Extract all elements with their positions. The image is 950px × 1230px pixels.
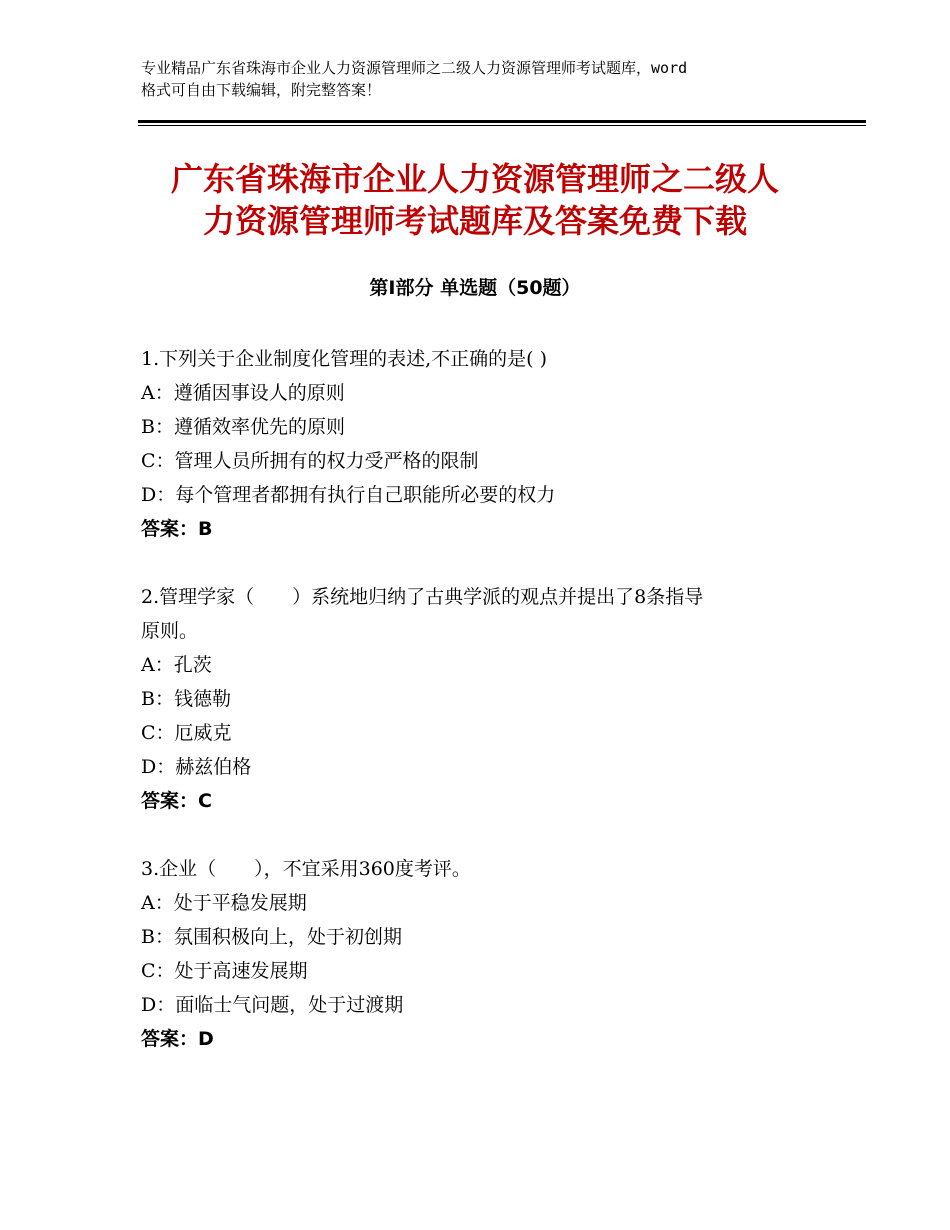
header-note-line-2: 格式可自由下载编辑，附完整答案！	[141, 81, 382, 99]
option-a: A：处于平稳发展期	[141, 892, 307, 914]
section-title: 第Ⅰ部分 单选题（50题）	[369, 277, 581, 299]
question-stem: 3.企业（ ），不宜采用360度考评。	[141, 858, 471, 880]
document-title-line-1: 广东省珠海市企业人力资源管理师之二级人	[170, 160, 779, 198]
question-3	[141, 852, 841, 1056]
option-c: C：处于高速发展期	[141, 960, 308, 982]
document-title	[120, 158, 830, 242]
question-list	[141, 342, 841, 1090]
answer: 答案：C	[141, 790, 212, 812]
question-2	[141, 580, 841, 818]
question-stem-line-1: 2.管理学家（ ）系统地归纳了古典学派的观点并提出了8条指导	[141, 586, 704, 608]
option-a: A：遵循因事设人的原则	[141, 382, 345, 404]
header-note	[141, 57, 831, 101]
option-d: D：面临士气问题，处于过渡期	[141, 994, 404, 1016]
option-b: B：氛围积极向上，处于初创期	[141, 926, 402, 948]
option-d: D：赫兹伯格	[141, 756, 252, 778]
header-rule-thin	[138, 125, 866, 126]
option-c: C：厄威克	[141, 722, 232, 744]
option-b: B：遵循效率优先的原则	[141, 416, 345, 438]
header-note-line-1: 专业精品广东省珠海市企业人力资源管理师之二级人力资源管理师考试题库，word	[141, 59, 688, 77]
answer: 答案：D	[141, 1028, 214, 1050]
option-d: D：每个管理者都拥有执行自己职能所必要的权力	[141, 484, 556, 506]
header-rule-thick	[138, 120, 866, 123]
document-title-line-2: 力资源管理师考试题库及答案免费下载	[202, 202, 747, 240]
question-stem-line-2: 原则。	[141, 620, 199, 642]
option-b: B：钱德勒	[141, 688, 231, 710]
answer: 答案：B	[141, 518, 213, 540]
option-c: C：管理人员所拥有的权力受严格的限制	[141, 450, 479, 472]
question-1	[141, 342, 841, 546]
question-stem: 1.下列关于企业制度化管理的表述,不正确的是( )	[141, 348, 548, 370]
option-a: A：孔茨	[141, 654, 212, 676]
